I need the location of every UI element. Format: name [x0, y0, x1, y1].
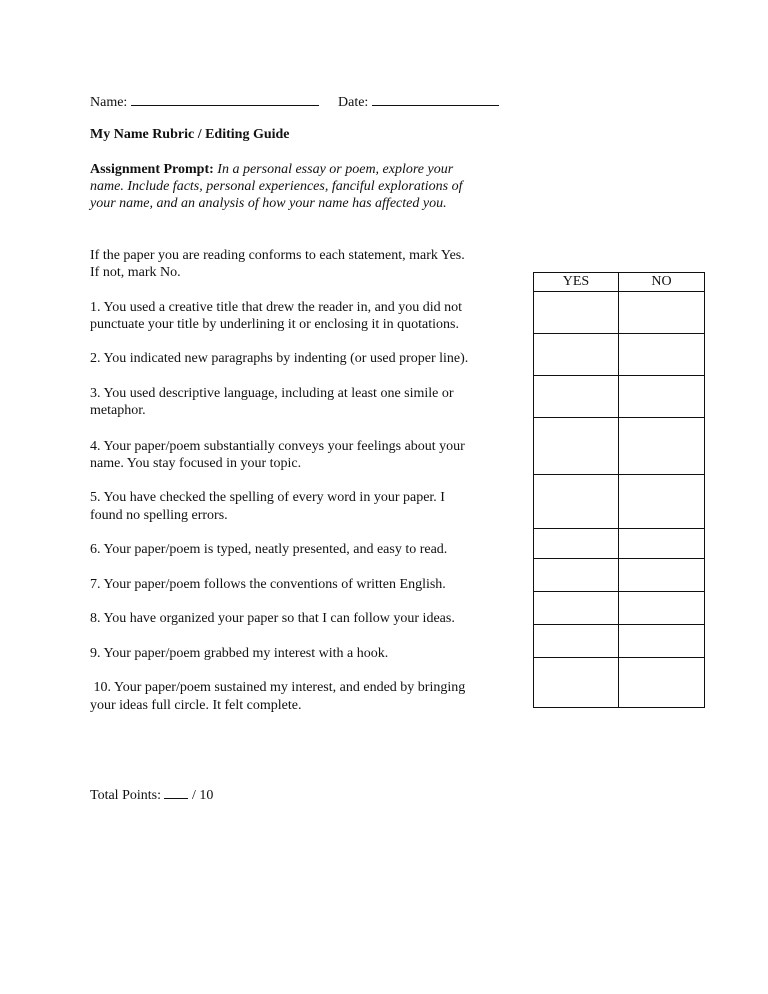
- yes-cell-9[interactable]: [534, 625, 619, 658]
- date-field: [338, 92, 499, 111]
- statement-3-line1: 3. You used descriptive language, including at least one simile or: [90, 386, 454, 401]
- no-cell-6[interactable]: [619, 529, 705, 559]
- no-cell-9[interactable]: [619, 625, 705, 658]
- statement-3-line2: metaphor.: [90, 403, 146, 418]
- table-row: [534, 625, 705, 658]
- statement-10-line2: your ideas full circle. It felt complete.: [90, 698, 302, 713]
- yes-cell-1[interactable]: [534, 292, 619, 334]
- assignment-prompt-label: Assignment Prompt:: [90, 162, 214, 177]
- statement-9-line1: 9. Your paper/poem grabbed my interest with a hook.: [90, 646, 389, 661]
- no-cell-8[interactable]: [619, 592, 705, 625]
- name-blank-line[interactable]: [131, 92, 319, 106]
- yes-cell-10[interactable]: [534, 658, 619, 708]
- yes-column-header: YES: [534, 273, 619, 292]
- statement-4-line2: name. You stay focused in your topic.: [90, 456, 302, 471]
- assignment-prompt-text-3: your name, and an analysis of how your name has affected you.: [90, 196, 447, 211]
- table-row: [534, 475, 705, 529]
- no-cell-4[interactable]: [619, 418, 705, 475]
- total-points: [90, 785, 213, 804]
- yes-cell-7[interactable]: [534, 559, 619, 592]
- instructions-line2: If not, mark No.: [90, 265, 181, 280]
- name-field: [90, 92, 319, 111]
- statement-2-line1: 2. You indicated new paragraphs by indenting (or used proper line).: [90, 351, 469, 366]
- table-row: [534, 592, 705, 625]
- instructions-line1: If the paper you are reading conforms to each statement, mark Yes.: [90, 248, 465, 263]
- assignment-prompt-text-2: name. Include facts, personal experiences, fanciful explorations of: [90, 179, 463, 194]
- table-row: [534, 418, 705, 475]
- table-row: [534, 559, 705, 592]
- assignment-prompt-text-1: In a personal essay or poem, explore your: [217, 162, 454, 177]
- table-row: [534, 292, 705, 334]
- no-cell-1[interactable]: [619, 292, 705, 334]
- statement-1-line2: punctuate your title by underlining it or enclosing it in quotations.: [90, 317, 459, 332]
- no-cell-7[interactable]: [619, 559, 705, 592]
- yes-cell-6[interactable]: [534, 529, 619, 559]
- no-column-header: NO: [619, 273, 705, 292]
- no-cell-10[interactable]: [619, 658, 705, 708]
- yes-cell-4[interactable]: [534, 418, 619, 475]
- page-title: My Name Rubric / Editing Guide: [90, 127, 290, 142]
- total-points-label: Total Points:: [90, 788, 161, 803]
- statement-4-line1: 4. Your paper/poem substantially conveys your feelings about your: [90, 439, 465, 454]
- no-cell-5[interactable]: [619, 475, 705, 529]
- table-row: [534, 529, 705, 559]
- yes-cell-8[interactable]: [534, 592, 619, 625]
- statement-8-line1: 8. You have organized your paper so that I can follow your ideas.: [90, 611, 455, 626]
- date-blank-line[interactable]: [372, 92, 499, 106]
- statement-10-line1: 10. Your paper/poem sustained my interest, and ended by bringing: [90, 680, 466, 695]
- date-label: Date:: [338, 95, 369, 110]
- table-row: [534, 658, 705, 708]
- yes-cell-5[interactable]: [534, 475, 619, 529]
- table-row: [534, 334, 705, 376]
- statement-1-line1: 1. You used a creative title that drew the reader in, and you did not: [90, 300, 463, 315]
- assignment-prompt-line1: [90, 161, 453, 178]
- total-points-blank[interactable]: [164, 785, 188, 799]
- no-cell-2[interactable]: [619, 334, 705, 376]
- yes-cell-2[interactable]: [534, 334, 619, 376]
- no-cell-3[interactable]: [619, 376, 705, 418]
- statement-6-line1: 6. Your paper/poem is typed, neatly presented, and easy to read.: [90, 542, 448, 557]
- yes-no-table: [533, 272, 705, 708]
- total-points-suffix: / 10: [191, 788, 214, 803]
- statement-7-line1: 7. Your paper/poem follows the conventions of written English.: [90, 577, 446, 592]
- table-row: [534, 376, 705, 418]
- name-label: Name:: [90, 95, 128, 110]
- yes-cell-3[interactable]: [534, 376, 619, 418]
- statement-5-line1: 5. You have checked the spelling of every word in your paper. I: [90, 490, 445, 505]
- table-header-row: [534, 273, 705, 292]
- statement-5-line2: found no spelling errors.: [90, 508, 228, 523]
